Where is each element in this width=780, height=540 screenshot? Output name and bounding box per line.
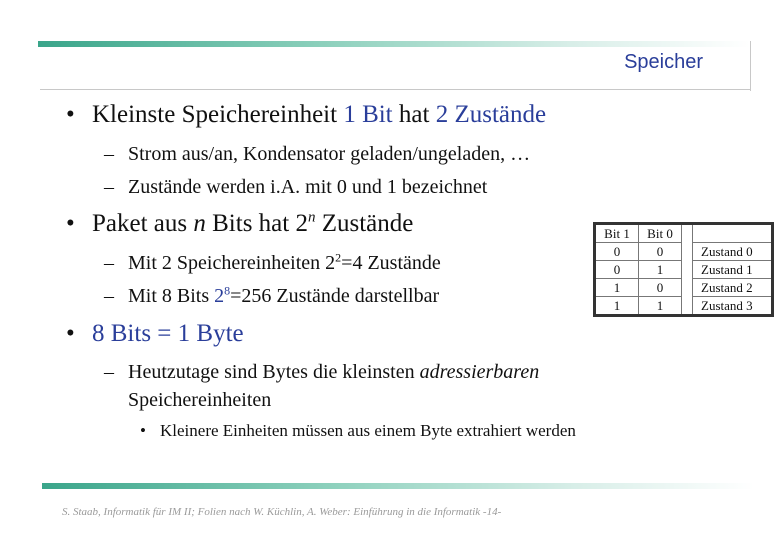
bullet-1-sub-2-text: Zustände werden i.A. mit 0 und 1 bezeichnet: [128, 176, 488, 198]
bullet-1-sub-1: [104, 142, 530, 166]
dash-symbol: –: [104, 361, 114, 383]
bullet-3-subsub-1: [140, 421, 576, 441]
bullet-3-sub-1-line-2: Speichereinheiten: [128, 389, 272, 411]
bullet-2-sub-1-exponent: 2: [335, 250, 342, 265]
table-header-bit1: Bit 1: [595, 224, 639, 243]
table-row: [595, 261, 773, 279]
table-cell-bit1: 0: [595, 261, 639, 279]
table-cell-bit0: 0: [639, 243, 682, 261]
top-accent-bar: [38, 41, 750, 47]
bullet-2-sub-1: [104, 251, 441, 275]
table-header-empty: [693, 224, 773, 243]
bullet-2-n: n: [193, 210, 206, 237]
table-cell-gap: [682, 297, 693, 316]
table-cell-state: Zustand 0: [693, 243, 773, 261]
bullet-symbol: •: [66, 320, 75, 347]
table-cell-state: Zustand 3: [693, 297, 773, 316]
bullet-3-subsub-1-text: Kleinere Einheiten müssen aus einem Byte extrahiert werden: [160, 421, 576, 440]
table-cell-bit0: 0: [639, 279, 682, 297]
bullet-symbol: •: [66, 101, 75, 128]
table-cell-gap: [682, 279, 693, 297]
table-cell-bit0: 1: [639, 297, 682, 316]
bullet-1-pre: Kleinste Speichereinheit: [92, 101, 344, 128]
table-cell-bit1: 1: [595, 297, 639, 316]
bullet-2-sub-2-exponent: 8: [224, 283, 231, 298]
dash-symbol: –: [104, 285, 114, 307]
dash-symbol: –: [104, 176, 114, 198]
bullet-3-sub-1-pre: Heutzutage sind Bytes die kleinsten: [128, 361, 420, 383]
table-cell-state: Zustand 2: [693, 279, 773, 297]
bullet-1-sub-1-text: Strom aus/an, Kondensator geladen/ungeladen, …: [128, 143, 531, 165]
table-cell-bit1: 0: [595, 243, 639, 261]
bit-states-table: [593, 222, 774, 317]
bullet-symbol: •: [140, 421, 146, 440]
bullet-1-mid: hat: [392, 101, 436, 128]
bullet-1-sub-2: [104, 175, 487, 199]
bullet-2-sub-2: [104, 284, 439, 308]
table-cell-bit1: 1: [595, 279, 639, 297]
bullet-2-post: Zustände: [315, 210, 414, 237]
table-cell-bit0: 1: [639, 261, 682, 279]
header-vertical-rule: [750, 41, 751, 91]
table-cell-gap: [682, 261, 693, 279]
bullet-3: [66, 320, 244, 348]
table-cell-gap: [682, 243, 693, 261]
bullet-3-sub-1-emphasis: adressierbaren: [419, 361, 540, 383]
bullet-2-sub-1-pre: Mit 2 Speichereinheiten 2: [128, 252, 336, 274]
bullet-2: [66, 210, 413, 238]
bottom-accent-bar: [42, 483, 754, 489]
table-header-row: [595, 224, 773, 243]
bullet-2-sub-1-post: =4 Zustände: [341, 252, 441, 274]
bullet-2-sub-2-post: =256 Zustände darstellbar: [230, 285, 440, 307]
bullet-2-mid: Bits hat 2: [205, 210, 308, 237]
slide-title: Speicher: [624, 51, 703, 73]
bullet-3-sub-1: [104, 360, 539, 384]
bullet-2-sub-2-base: 2: [214, 285, 225, 307]
bullet-2-sub-2-pre: Mit 8 Bits: [128, 285, 215, 307]
bullet-1: [66, 101, 546, 129]
bullet-2-exponent: n: [307, 209, 316, 226]
bullet-1-highlight-1: 1 Bit: [343, 101, 393, 128]
table-cell-state: Zustand 1: [693, 261, 773, 279]
header-horizontal-rule: [40, 89, 751, 90]
bullet-2-pre: Paket aus: [92, 210, 194, 237]
bullet-3-text: 8 Bits = 1 Byte: [92, 320, 244, 347]
table-header-gap: [682, 224, 693, 243]
bullet-1-highlight-2: 2 Zustände: [435, 101, 547, 128]
table-row: [595, 279, 773, 297]
dash-symbol: –: [104, 143, 114, 165]
dash-symbol: –: [104, 252, 114, 274]
slide-footer: S. Staab, Informatik für IM II; Folien nach W. Küchlin, A. Weber: Einführung in die Informatik -14-: [62, 506, 502, 518]
table-header-bit0: Bit 0: [639, 224, 682, 243]
table-row: [595, 297, 773, 316]
bullet-symbol: •: [66, 210, 75, 237]
table-row: [595, 243, 773, 261]
